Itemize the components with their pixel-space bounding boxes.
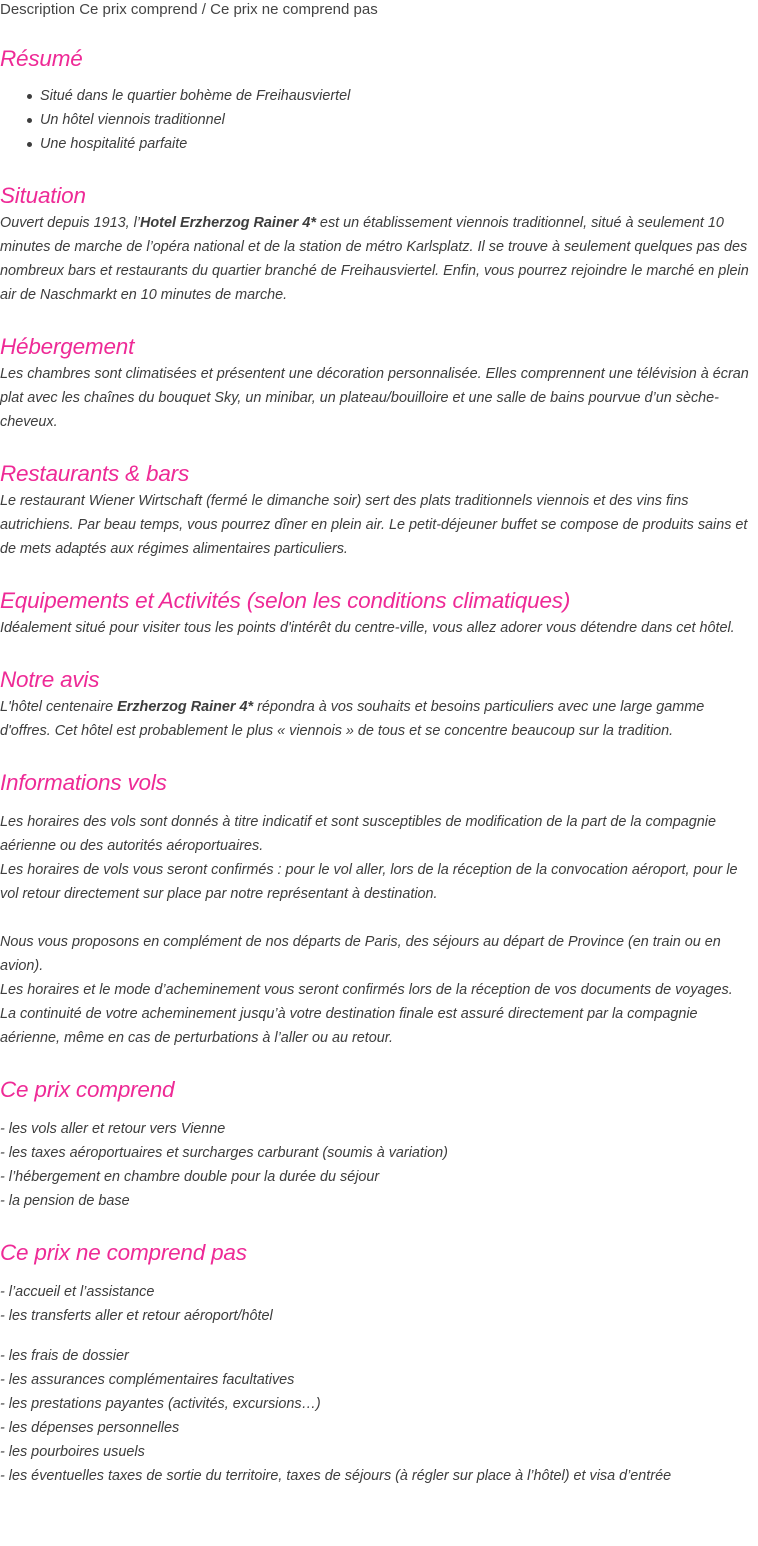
- list-item: - la pension de base: [0, 1193, 130, 1209]
- vols-para-3: Nous vous proposons en complément de nos départs de Paris, des séjours au départ de Province (en train ou en avion).: [0, 934, 721, 974]
- list-item: - les dépenses personnelles: [0, 1420, 180, 1436]
- tab-excludes[interactable]: Ce prix ne comprend pas: [210, 1, 378, 18]
- comprend-list: [0, 1117, 758, 1213]
- vols-para-1: Les horaires des vols sont donnés à titre indicatif et sont susceptibles de modification de la part de la compagnie aérienne ou des autorités aéroportuaires.: [0, 814, 716, 854]
- section-situation: [0, 181, 758, 307]
- vols-body: [0, 810, 758, 1050]
- hebergement-text: Les chambres sont climatisées et présentent une décoration personnalisée. Elles comprennent une télévision à écran plat avec les chaînes du bouquet Sky, un minibar, un plateau/bouilloire et une salle de bains pourvue d’un sèche-cheveux.: [0, 366, 749, 430]
- ne-comprend-list-b: [0, 1344, 758, 1488]
- section-title-hebergement: Hébergement: [0, 334, 135, 359]
- section-title-avis: Notre avis: [0, 667, 100, 692]
- avis-hotel-name: Erzherzog Rainer 4*: [117, 699, 254, 715]
- section-title-restaurants: Restaurants & bars: [0, 461, 189, 486]
- list-item: - les frais de dossier: [0, 1348, 129, 1364]
- avis-text-before: L'hôtel centenaire: [0, 699, 118, 715]
- section-ne-comprend: [0, 1238, 758, 1488]
- list-item: - les taxes aéroportuaires et surcharges carburant (soumis à variation): [0, 1145, 448, 1161]
- list-item: - les transferts aller et retour aéroport/hôtel: [0, 1308, 273, 1324]
- vols-para-5: La continuité de votre acheminement jusqu’à votre destination finale est assuré directement par la compagnie aérienne, même en cas de perturbations à l’aller ou au retour.: [0, 1006, 698, 1046]
- list-item: - les assurances complémentaires facultatives: [0, 1372, 295, 1388]
- section-title-vols: Informations vols: [0, 770, 167, 795]
- list-item: Un hôtel viennois traditionnel: [40, 108, 758, 132]
- list-item: Situé dans le quartier bohème de Freihausviertel: [40, 84, 758, 108]
- section-title-equipements: Equipements et Activités (selon les conditions climatiques): [0, 588, 571, 613]
- situation-text-before: Ouvert depuis 1913, l’: [0, 215, 140, 231]
- section-hebergement: [0, 332, 758, 434]
- situation-text-after: est un établissement viennois traditionnel, situé à seulement 10 minutes de marche de l’opéra national et de la station de métro Karlsplatz. Il se trouve à seulement quelques pas des nombreux bars et restaurants du quartier branché de Freihausviertel. Enfin, vous pourrez rejoindre le marché en plein air de Naschmarkt en 10 minutes de marche.: [0, 215, 749, 303]
- section-resume: [0, 44, 758, 156]
- equipements-text: Idéalement situé pour visiter tous les points d'intérêt du centre-ville, vous allez adorer vous détendre dans cet hôtel.: [0, 620, 735, 636]
- section-avis: [0, 665, 758, 743]
- list-item: - l’hébergement en chambre double pour la durée du séjour: [0, 1169, 380, 1185]
- section-title-comprend: Ce prix comprend: [0, 1077, 175, 1102]
- section-vols: [0, 768, 758, 1050]
- section-title-resume: Résumé: [0, 46, 83, 71]
- vols-para-4: Les horaires et le mode d’acheminement vous seront confirmés lors de la réception de vos documents de voyages.: [0, 982, 733, 998]
- tab-includes[interactable]: Ce prix comprend: [79, 1, 198, 18]
- avis-text: [0, 695, 758, 743]
- tab-description[interactable]: Description: [0, 1, 76, 18]
- vols-para-2: Les horaires de vols vous seront confirmés : pour le vol aller, lors de la réception de la convocation aéroport, pour le vol retour directement sur place par notre représentant à destination.: [0, 862, 738, 902]
- tab-separator: /: [201, 1, 206, 18]
- ne-comprend-list-a: [0, 1280, 758, 1328]
- section-restaurants: [0, 459, 758, 561]
- list-item: - les vols aller et retour vers Vienne: [0, 1121, 226, 1137]
- list-item: - l’accueil et l’assistance: [0, 1284, 155, 1300]
- section-equipements: [0, 586, 758, 640]
- restaurants-text: Le restaurant Wiener Wirtschaft (fermé le dimanche soir) sert des plats traditionnels viennois et des vins fins autrichiens. Par beau temps, vous pourrez dîner en plein air. Le petit-déjeuner buffet se compose de produits sains et de mets adaptés aux régimes alimentaires particuliers.: [0, 493, 748, 557]
- list-item: - les prestations payantes (activités, excursions…): [0, 1396, 321, 1412]
- situation-text: [0, 211, 758, 307]
- tabs-nav: [0, 0, 758, 20]
- situation-hotel-name: Hotel Erzherzog Rainer 4*: [140, 215, 316, 231]
- list-item: - les éventuelles taxes de sortie du territoire, taxes de séjours (à régler sur place à l’hôtel) et visa d’entrée: [0, 1468, 672, 1484]
- list-item: - les pourboires usuels: [0, 1444, 145, 1460]
- avis-text-after: répondra à vos souhaits et besoins particuliers avec une large gamme d'offres. Cet hôtel est probablement le plus « viennois » de tous et se concentre beaucoup sur la tradition.: [0, 699, 705, 739]
- section-comprend: [0, 1075, 758, 1213]
- list-item: Une hospitalité parfaite: [40, 132, 758, 156]
- section-title-situation: Situation: [0, 183, 86, 208]
- resume-list: [0, 84, 758, 156]
- section-title-ne-comprend: Ce prix ne comprend pas: [0, 1240, 247, 1265]
